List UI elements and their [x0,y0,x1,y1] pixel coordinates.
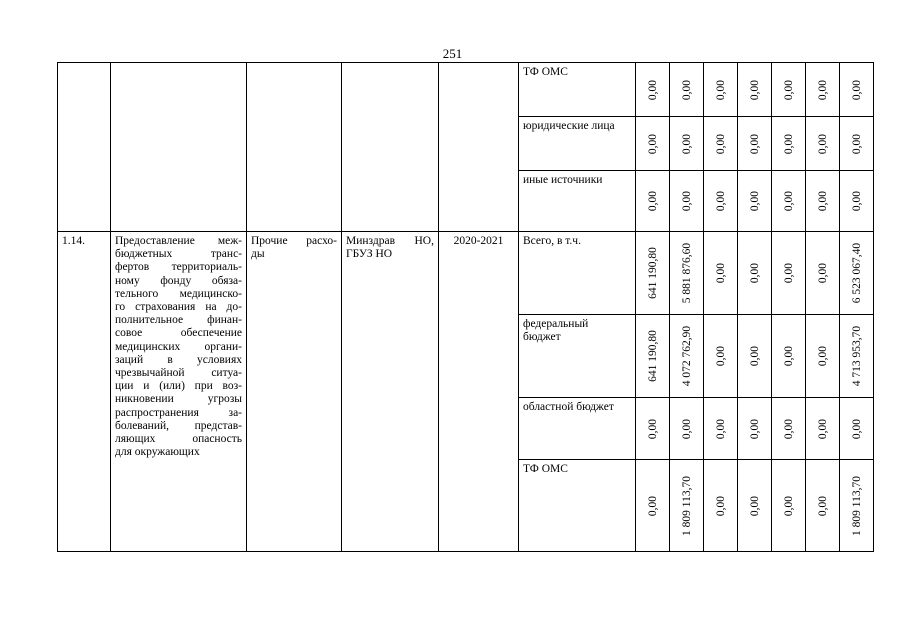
empty-executor-cell [342,63,439,232]
value-cell: 0,00 [806,171,840,232]
value-cell: 0,00 [772,460,806,552]
value-cell: 0,00 [738,171,772,232]
budget-table [57,62,874,552]
source-cell: ТФ ОМС [519,460,636,552]
value-cell: 0,00 [840,117,874,171]
source-cell: Всего, в т.ч. [519,232,636,315]
value-cell: 641 190,80 [636,315,670,398]
value-cell: 0,00 [772,315,806,398]
value-cell: 0,00 [670,63,704,117]
empty-number-cell [58,63,111,232]
value-cell: 0,00 [670,171,704,232]
value-cell: 0,00 [772,398,806,460]
value-cell: 0,00 [670,398,704,460]
value-cell: 0,00 [704,315,738,398]
value-cell: 0,00 [636,63,670,117]
value-cell: 0,00 [636,117,670,171]
value-cell: 0,00 [738,398,772,460]
page-number: 251 [442,46,463,61]
value-cell: 4 713 953,70 [840,315,874,398]
value-cell: 0,00 [704,63,738,117]
value-cell: 0,00 [636,171,670,232]
value-cell: 0,00 [840,63,874,117]
value-cell: 0,00 [670,117,704,171]
value-cell: 641 190,80 [636,232,670,315]
value-cell: 0,00 [738,117,772,171]
item-executor-cell: Минздрав НО, ГБУЗ НО [342,232,439,552]
value-cell: 0,00 [738,460,772,552]
source-cell: областной бюджет [519,398,636,460]
value-cell: 0,00 [772,117,806,171]
source-cell: юридические лица [519,117,636,171]
value-cell: 4 072 762,90 [670,315,704,398]
empty-expense-cell [247,63,342,232]
value-cell: 0,00 [772,63,806,117]
value-cell: 0,00 [704,232,738,315]
value-cell: 0,00 [636,460,670,552]
value-cell: 0,00 [840,171,874,232]
value-cell: 0,00 [806,460,840,552]
value-cell: 0,00 [738,315,772,398]
item-period-cell: 2020-2021 [439,232,519,552]
table-row [58,232,874,315]
item-description-cell: Предоставление меж- бюджетных транс- фертов территориаль- ному фонду обяза- тельного медицинско- го страхования на до- полнительное финан- совое обеспечение медицинских органи- заций в условиях чрезвычайной ситуа- ции и (или) при воз- никновении угрозы распространения за- болеваний, представ- ляющих опасность для окружающих [111,232,247,552]
empty-description-cell [111,63,247,232]
value-cell: 0,00 [738,63,772,117]
value-cell: 5 881 876,60 [670,232,704,315]
value-cell: 1 809 113,70 [840,460,874,552]
source-cell: иные источники [519,171,636,232]
value-cell: 0,00 [806,117,840,171]
value-cell: 0,00 [772,171,806,232]
value-cell: 0,00 [806,315,840,398]
value-cell: 0,00 [772,232,806,315]
value-cell: 0,00 [704,117,738,171]
value-cell: 0,00 [636,398,670,460]
value-cell: 1 809 113,70 [670,460,704,552]
table-row [58,63,874,117]
value-cell: 0,00 [704,171,738,232]
value-cell: 0,00 [806,63,840,117]
item-expense-type-cell: Прочие расхо- ды [247,232,342,552]
value-cell: 0,00 [806,398,840,460]
source-cell: ТФ ОМС [519,63,636,117]
source-cell: федеральный бюджет [519,315,636,398]
value-cell: 6 523 067,40 [840,232,874,315]
value-cell: 0,00 [704,460,738,552]
value-cell: 0,00 [738,232,772,315]
value-cell: 0,00 [840,398,874,460]
value-cell: 0,00 [704,398,738,460]
empty-period-cell [439,63,519,232]
value-cell: 0,00 [806,232,840,315]
item-number-cell: 1.14. [58,232,111,552]
